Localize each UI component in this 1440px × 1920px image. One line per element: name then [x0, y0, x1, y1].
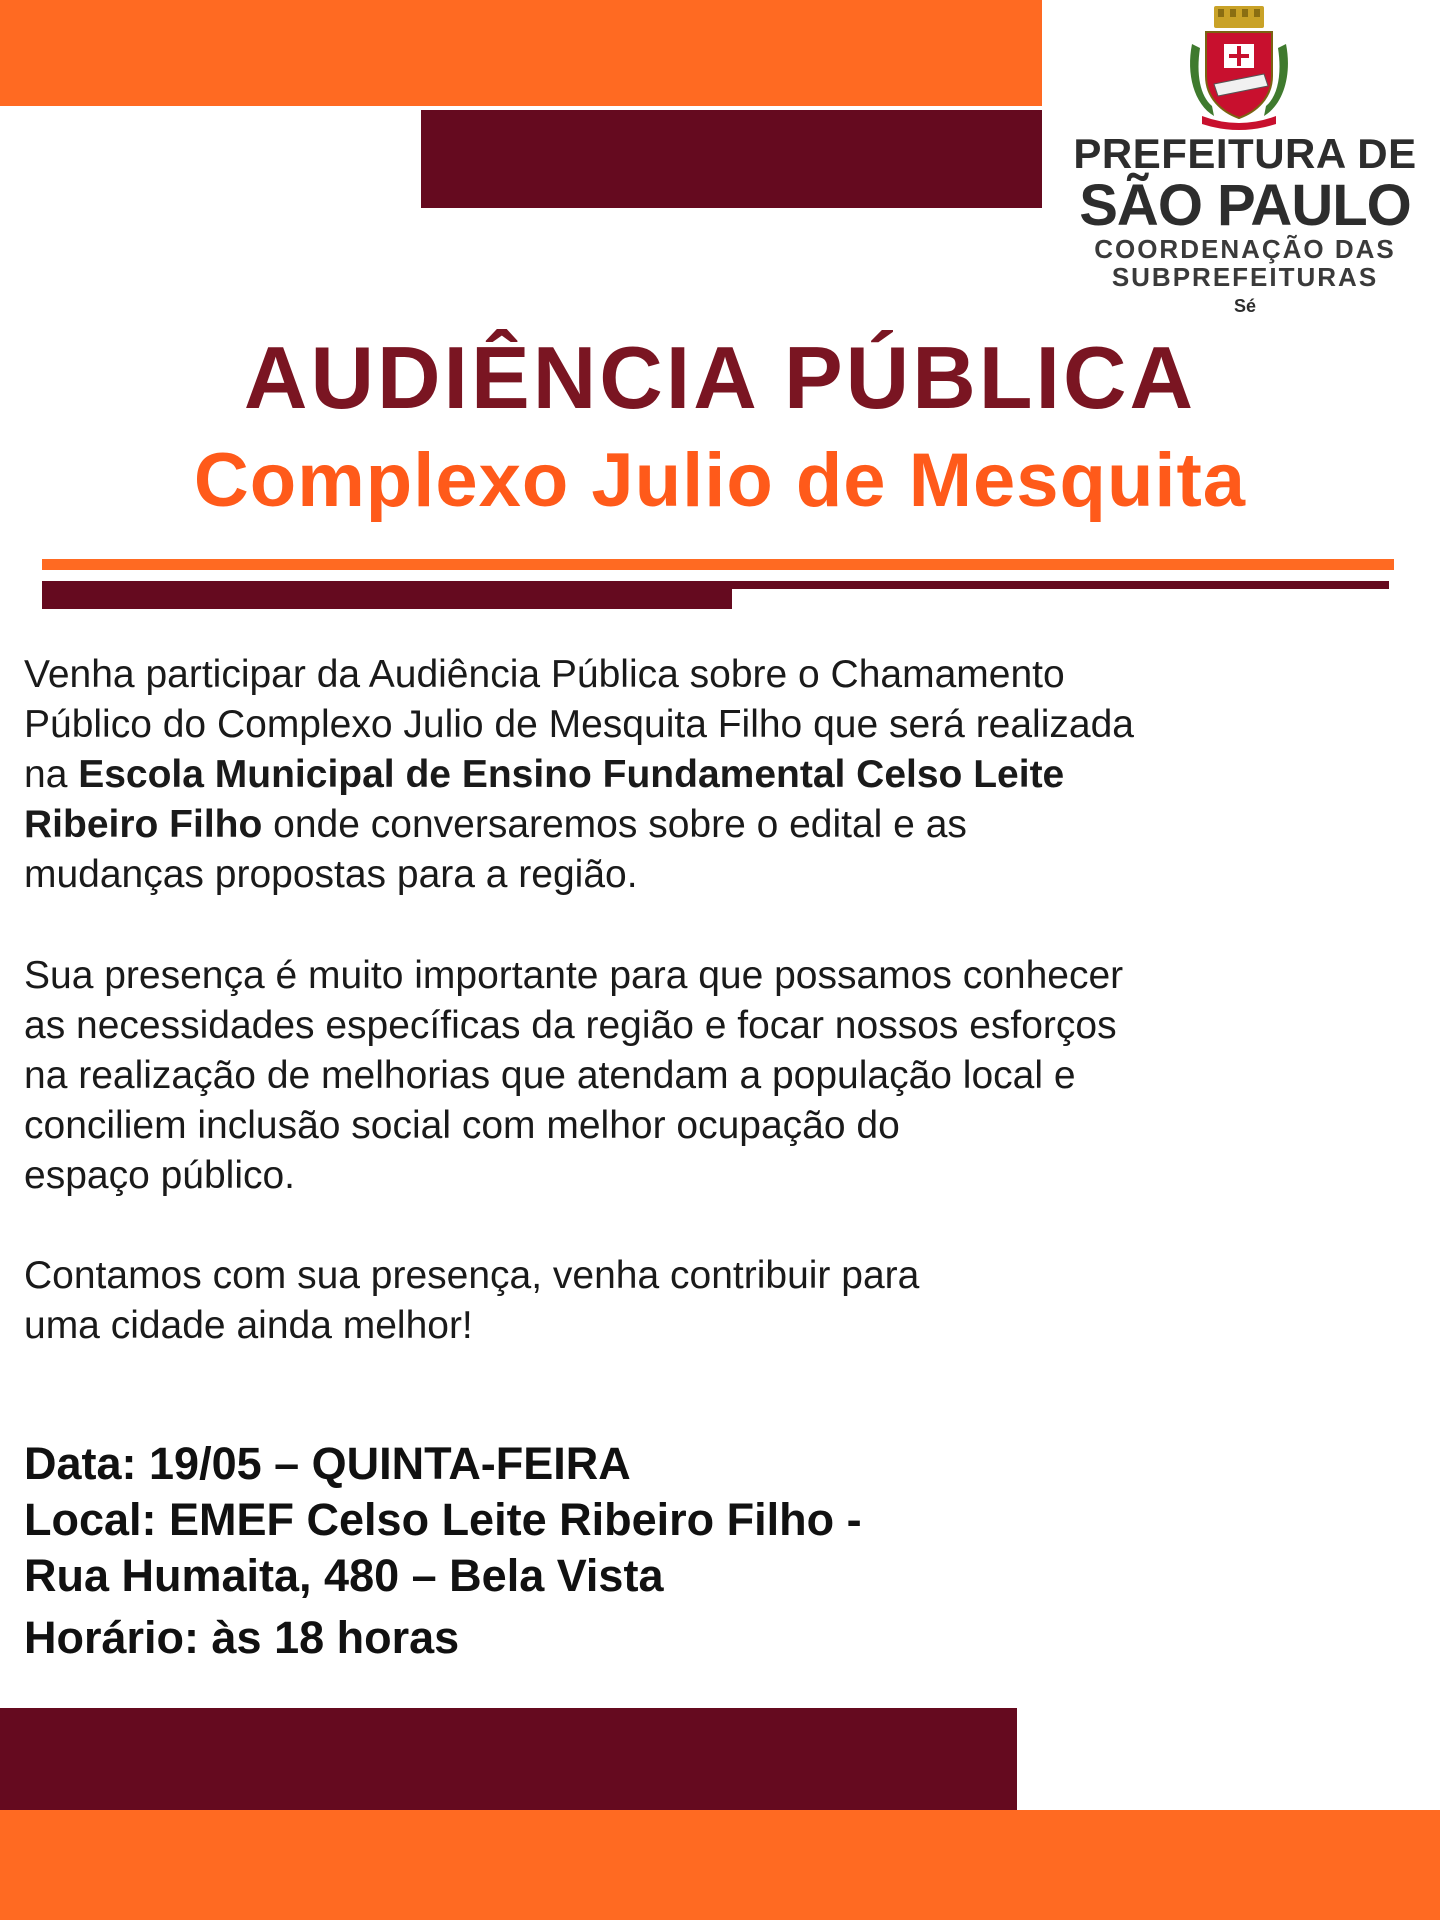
- bottom-orange-band: [0, 1810, 1440, 1920]
- text-line: onde conversaremos sobre o edital e as: [262, 803, 967, 846]
- maroon-divider-thick: [42, 589, 732, 609]
- orange-divider: [42, 559, 1394, 570]
- importance-paragraph: [24, 951, 1424, 1201]
- top-orange-band: [0, 0, 1042, 106]
- text-line: Público do Complexo Julio de Mesquita Filho que será realizada: [24, 703, 1134, 746]
- text-line: conciliem inclusão social com melhor ocupação do: [24, 1104, 900, 1147]
- event-location: Local: EMEF Celso Leite Ribeiro Filho -: [24, 1494, 862, 1545]
- school-name-bold: Escola Municipal de Ensino Fundamental Celso Leite: [78, 753, 1065, 796]
- text-line: uma cidade ainda melhor!: [24, 1304, 473, 1347]
- text-line: na realização de melhorias que atendam a população local e: [24, 1054, 1076, 1097]
- logo-line-prefeitura: PREFEITURA DE: [1073, 130, 1417, 177]
- event-date: Data: 19/05 – QUINTA-FEIRA: [24, 1438, 631, 1489]
- maroon-divider-thin: [42, 581, 1389, 589]
- closing-paragraph: [24, 1251, 1424, 1351]
- logo-line-se: Sé: [1233, 296, 1257, 316]
- event-address: Rua Humaita, 480 – Bela Vista: [24, 1550, 664, 1601]
- page-subtitle: Complexo Julio de Mesquita: [193, 438, 1247, 523]
- invitation-paragraph: [24, 650, 1424, 900]
- top-maroon-band: [421, 110, 1042, 208]
- text-line: Sua presença é muito importante para que possamos conhecer: [24, 954, 1124, 997]
- text-line: espaço público.: [24, 1154, 296, 1197]
- text-line: na: [24, 753, 79, 796]
- school-name-bold: Ribeiro Filho: [24, 803, 263, 846]
- sao-paulo-coat-of-arms-icon: [1184, 4, 1294, 132]
- logo-line-coordenacao: COORDENAÇÃO DAS: [1094, 234, 1396, 264]
- logo-line-sao-paulo: SÃO PAULO: [1079, 173, 1411, 238]
- text-line: Venha participar da Audiência Pública sobre o Chamamento: [24, 653, 1065, 696]
- text-line: mudanças propostas para a região.: [24, 853, 638, 896]
- event-time: Horário: às 18 horas: [24, 1612, 460, 1663]
- text-line: Contamos com sua presença, venha contribuir para: [24, 1254, 920, 1297]
- page-title: AUDIÊNCIA PÚBLICA: [243, 328, 1197, 427]
- bottom-maroon-band: [0, 1708, 1017, 1810]
- logo-line-subprefeituras: SUBPREFEITURAS: [1111, 262, 1379, 292]
- text-line: as necessidades específicas da região e focar nossos esforços: [24, 1004, 1117, 1047]
